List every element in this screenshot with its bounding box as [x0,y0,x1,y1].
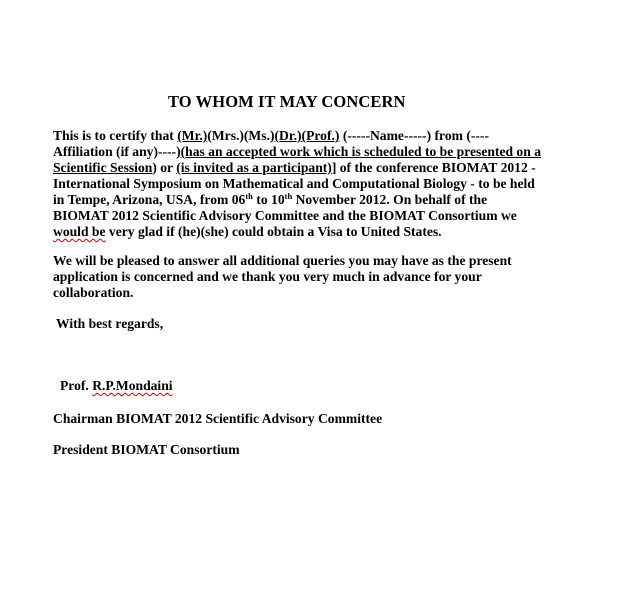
paragraph-line: International Symposium on Mathematical and Computational Biology - to be held [53,176,535,191]
text-run: ) or [152,160,177,175]
paragraph-line [53,160,573,176]
paragraph-line [53,144,573,160]
text-run: to 10 [252,192,285,207]
letter-title: TO WHOM IT MAY CONCERN [168,92,406,111]
text-run: This is to certify that [53,128,178,143]
title-option-prof: (Prof.) [301,128,340,143]
underlined-text: (has an accepted work which is scheduled to be presented on a [180,144,541,159]
superscript: th [245,191,253,201]
text-run: Affiliation (if any)----) [53,144,181,159]
underlined-text: (is invited as a participant) [176,160,332,175]
title-option-dr: (Dr.) [274,128,302,143]
superscript: th [284,191,293,201]
text-run: very glad if (he)(she) could obtain a Visa to United States. [105,224,442,239]
paragraph-line: BIOMAT 2012 Scientific Advisory Committee and the BIOMAT Consortium we [53,208,517,223]
signatory-prefix: Prof. [60,378,93,393]
signatory-role-chairman: Chairman BIOMAT 2012 Scientific Advisory Committee [53,411,383,426]
paragraph-line [53,192,573,208]
title-option-mr: (Mr.) [177,128,208,143]
paragraph-line [53,224,573,240]
text-run: ] of the conference BIOMAT 2012 - [331,160,536,175]
text-run: November 2012. On behalf of the [292,192,488,207]
paragraph-line: We will be pleased to answer all additional queries you may have as the present [53,253,512,268]
queries-paragraph [53,253,573,301]
text-run: (-----Name-----) from (---- [339,128,489,143]
signatory-surname: R.P.Mondaini [92,378,173,393]
paragraph-line: collaboration. [53,285,134,300]
signatory-role-president: President BIOMAT Consortium [53,442,240,457]
text-run: in Tempe, Arizona, USA, from 06 [53,192,246,207]
title-option-ms: (Ms.) [243,128,275,143]
signatory-name [60,378,173,394]
certification-paragraph [53,128,573,240]
title-option-mrs: (Mrs.) [207,128,244,143]
spellcheck-flagged-text: would be [53,224,106,239]
paragraph-line: application is concerned and we thank you very much in advance for your [53,269,482,284]
paragraph-line [53,128,573,144]
underlined-text: Scientific Session [53,160,153,175]
closing-regards: With best regards, [56,316,164,331]
